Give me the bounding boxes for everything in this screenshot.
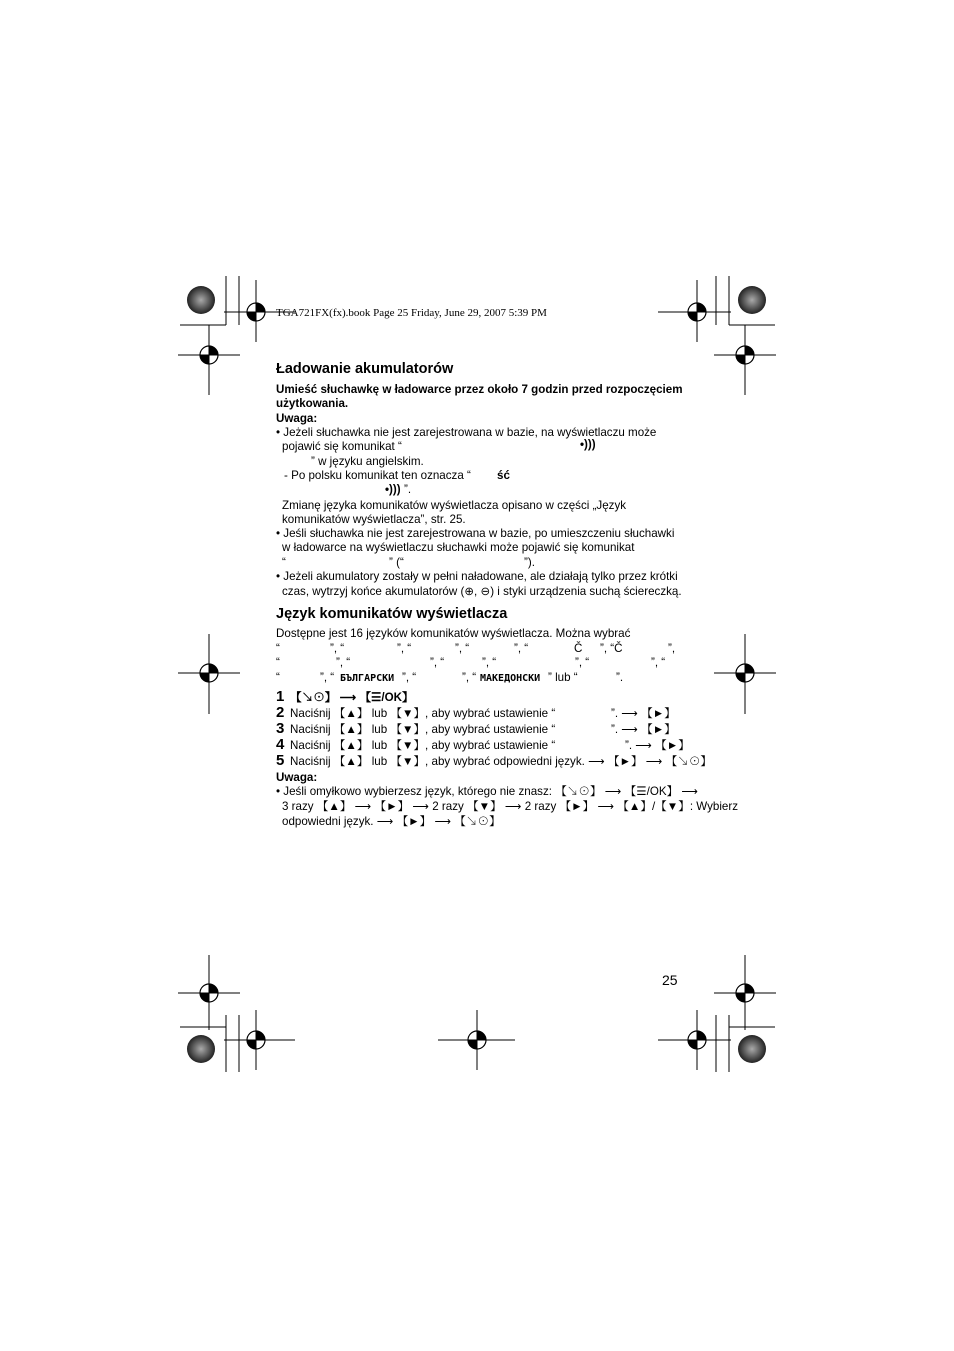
language-row-1-2: ”, “ [397,642,412,655]
bullet-1-line-7: komunikatów wyświetlacza”, str. 25. [282,513,466,526]
note-2-line-1: • Jeśli omyłkowo wybierzesz język, którego nie znasz: 【↘⊙】 ⟶ 【☰/OK】 ⟶ [276,785,699,798]
step-2-number: 2 [276,704,285,721]
charging-intro: Umieść słuchawkę w ładowarce przez około 7 godzin przed rozpoczęciem [276,383,683,396]
ring-icon-2: •))) [385,483,401,496]
step-1-text: 【↘⊙】 ⟶ 【☰/OK】 [290,691,414,704]
language-row-3-c: ”, “ [402,671,417,684]
bullet-1-line-4b: ść [497,469,510,482]
note-2-line-2: 3 razy 【▲】 ⟶ 【►】 ⟶ 2 razy 【▼】 ⟶ 2 razy 【►】 ⟶ 【▲】/【▼】: Wybierz [282,800,739,813]
step-4-text: Naciśnij 【▲】 lub 【▼】, aby wybrać ustawienie “ [290,739,556,752]
bullet-1-line-4: - Po polsku komunikat ten oznacza “ [284,469,471,482]
language-row-1-0: “ [276,642,280,655]
bullet-2-line-1: • Jeśli słuchawka nie jest zarejestrowana w bazie, po umieszczeniu słuchawki [276,527,675,540]
language-intro: Dostępne jest 16 języków komunikatów wyświetlacza. Można wybrać [276,627,631,640]
bullet-1-line-5: ”. [404,483,412,496]
bullet-2-line-2: w ładowarce na wyświetlaczu słuchawki może pojawić się komunikat [282,541,635,554]
language-row-2-1: ”, “ [336,656,351,669]
bullet-3-line-1: • Jeżeli akumulatory zostały w pełni naładowane, ale działają tylko przez krótki [276,570,678,583]
step-2-text: Naciśnij 【▲】 lub 【▼】, aby wybrać ustawienie “ [290,707,556,720]
note-2-label: Uwaga: [276,771,318,784]
note-label: Uwaga: [276,412,318,425]
step-3-text: Naciśnij 【▲】 lub 【▼】, aby wybrać ustawienie “ [290,723,556,736]
ring-icon: •))) [580,438,596,451]
step-5-number: 5 [276,752,285,769]
section-title-language: Język komunikatów wyświetlacza [276,606,508,622]
section-title-charging: Ładowanie akumulatorów [276,361,454,377]
language-row-2-0: “ [276,656,280,669]
step-2-end: ”. ⟶ 【►】 [611,707,676,720]
language-row-3-b: ”, “ [320,671,335,684]
language-row-3-e: ” lub “ [548,671,578,684]
bullet-2-line-3b: ” (“ [389,556,404,569]
note-2-line-3: odpowiedni język. ⟶ 【►】 ⟶ 【↘⊙】 [282,815,501,828]
language-bulgarian: БЪЛГАРСКИ [340,673,395,684]
step-1-number: 1 [276,688,285,705]
language-row-2-5: ”, “ [651,656,666,669]
step-5-text: Naciśnij 【▲】 lub 【▼】, aby wybrać odpowiedni język. ⟶ 【►】 ⟶ 【↘⊙】 [290,755,713,768]
bullet-1-line-1: • Jeżeli słuchawka nie jest zarejestrowana w bazie, na wyświetlaczu może [276,426,657,439]
language-row-1-3: ”, “ [455,642,470,655]
step-3-number: 3 [276,720,285,737]
bullet-2-line-3c: ”). [524,556,535,569]
language-row-1-4: ”, “ [514,642,529,655]
language-row-1-5: Č [574,642,583,655]
step-3-end: ”. ⟶ 【►】 [611,723,676,736]
language-row-3-a: “ [276,671,280,684]
language-row-1-7: ”, [668,642,676,655]
bullet-1-line-2: pojawić się komunikat “ [282,440,402,453]
language-row-2-3: ”, “ [482,656,497,669]
language-row-3-f: ”. [616,671,624,684]
step-4-end: ”. ⟶ 【►】 [625,739,690,752]
book-header-line: TGA721FX(fx).book Page 25 Friday, June 29, 2007 5:39 PM [276,307,547,319]
bullet-3-line-2: czas, wytrzyj końce akumulatorów (⊕, ⊖) i styki urządzenia suchą ściereczką. [282,585,682,598]
language-row-2-4: ”, “ [575,656,590,669]
language-row-3-d: ”, “ [462,671,477,684]
language-row-1-6: ”, “Č [600,642,623,655]
bullet-1-line-6: Zmianę języka komunikatów wyświetlacza opisano w części „Język [282,499,627,512]
language-row-1-1: ”, “ [330,642,345,655]
language-macedonian: МАКЕДОНСКИ [480,673,541,684]
page-number: 25 [662,972,678,988]
bullet-2-line-3a: “ [282,556,286,569]
bullet-1-line-3: ” w języku angielskim. [311,455,424,468]
step-4-number: 4 [276,736,285,753]
language-row-2-2: ”, “ [430,656,445,669]
charging-intro-2: użytkowania. [276,397,349,410]
